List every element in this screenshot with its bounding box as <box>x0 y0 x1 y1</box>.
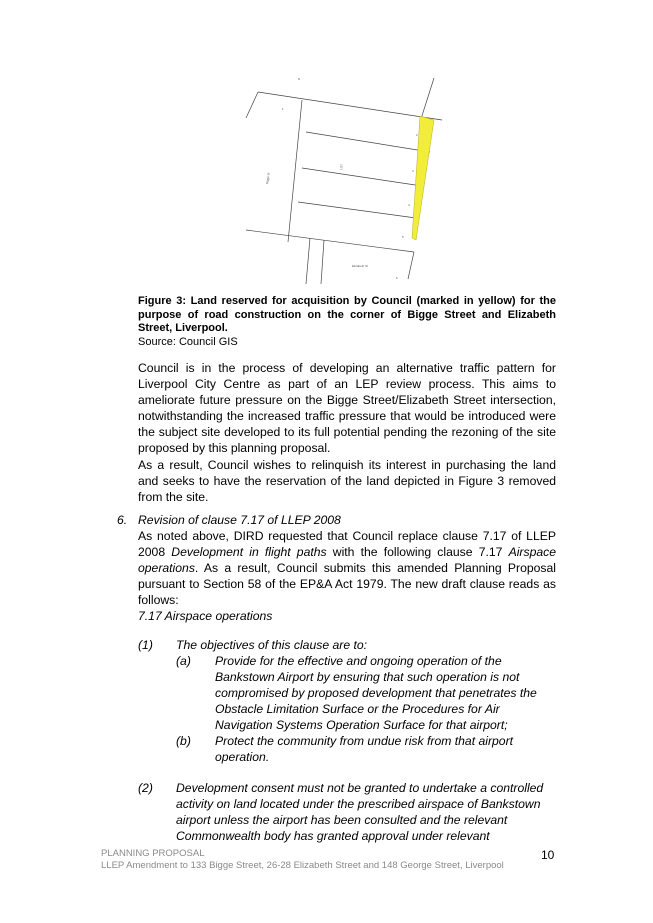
figure-source: Source: Council GIS <box>138 335 238 348</box>
item-body-italic: Development in flight paths <box>171 545 327 559</box>
map-boundary-line <box>288 100 302 242</box>
subclause-text: Provide for the effective and ongoing operation of the Bankstown Airport by ensuring that such operation is not compromised by proposed development that penetrates the Obstacle Limitation Surface or the Procedures for Air Navigation Systems Operation Surface for that airport; <box>215 654 537 732</box>
map-boundary-line <box>321 240 324 284</box>
body-paragraph: As a result, Council wishes to relinquish its interest in purchasing the land and seeks to have the reservation of the land depicted in Figure 3 removed from the site. <box>138 458 556 504</box>
page-footer <box>101 848 561 871</box>
clause-title: 7.17 Airspace operations <box>138 609 273 623</box>
item-body <box>138 528 556 608</box>
item-body-text: . As a result, Council submits this amended Planning Proposal pursuant to Section 58 of the EP&A Act 1979. The new draft clause reads as follows: <box>138 561 556 607</box>
figure-caption <box>138 295 556 349</box>
map-lot-line <box>298 202 416 218</box>
map-boundary-line <box>408 252 414 279</box>
map-boundary-line <box>306 238 310 284</box>
svg-text:LOT: LOT <box>339 163 344 171</box>
subclause-text: Protect the community from undue risk from that airport operation. <box>215 734 514 764</box>
subclause-text: The objectives of this clause are to: <box>176 638 368 652</box>
body-paragraph: Council is in the process of developing an alternative traffic pattern for Liverpool City Centre as part of an LEP review process. This aims to ameliorate future pressure on the Bigge Street/Elizabeth Street intersection, notwithstanding the increased traffic pressure that would be introduced were the subject site developed to its full potential pending the rezoning of the site proposed by this planning proposal. <box>138 361 556 455</box>
subclause-number: (2) <box>138 781 153 795</box>
map-street-line <box>246 230 414 252</box>
subclause-number: (1) <box>138 638 153 652</box>
svg-text:1: 1 <box>282 107 284 111</box>
map-lot-line <box>306 132 430 152</box>
lot-label: 5 <box>402 235 404 239</box>
subclause-number: (a) <box>176 654 191 668</box>
figure-title: Figure 3: Land reserved for acquisition by Council (marked in yellow) for the purpose of road construction on the corner of Bigge Street and Elizabeth Street, Liverpool. <box>138 295 556 334</box>
lot-label: 2 <box>416 133 418 137</box>
footer-title: PLANNING PROPOSAL <box>101 848 205 859</box>
subclause-number: (b) <box>176 734 191 748</box>
map-boundary-line <box>420 78 434 122</box>
subclause-text: Development consent must not be granted to undertake a controlled activity on land located under the prescribed airspace of Bankstown airport unless the airport has been consulted and the relevant Commonwealth body has granted approval under relevant <box>176 781 544 843</box>
street-label: Elizabeth St <box>352 264 369 268</box>
map-lot-line <box>302 168 422 186</box>
site-map-figure <box>244 74 449 286</box>
lot-label: 3 <box>412 169 414 173</box>
map-street-line <box>258 92 442 120</box>
page-number: 10 <box>541 848 555 862</box>
item-heading: Revision of clause 7.17 of LLEP 2008 <box>138 513 341 527</box>
item-number: 6. <box>117 513 128 527</box>
svg-text:N: N <box>298 77 301 81</box>
map-boundary-line <box>246 92 258 118</box>
item-body-italic: Airspace operations <box>138 545 557 575</box>
lot-label: 4 <box>408 203 410 207</box>
lot-label: 6 <box>396 276 398 280</box>
item-body-text: As noted above, DIRD requested that Council replace clause 7.17 of LLEP 2008 <box>138 529 556 559</box>
street-label: Bigge St <box>265 172 271 185</box>
footer-subtitle: LLEP Amendment to 133 Bigge Street, 26-28 Elizabeth Street and 148 George Street, Liverpool <box>101 859 504 871</box>
item-body-text: with the following clause 7.17 <box>326 545 509 559</box>
